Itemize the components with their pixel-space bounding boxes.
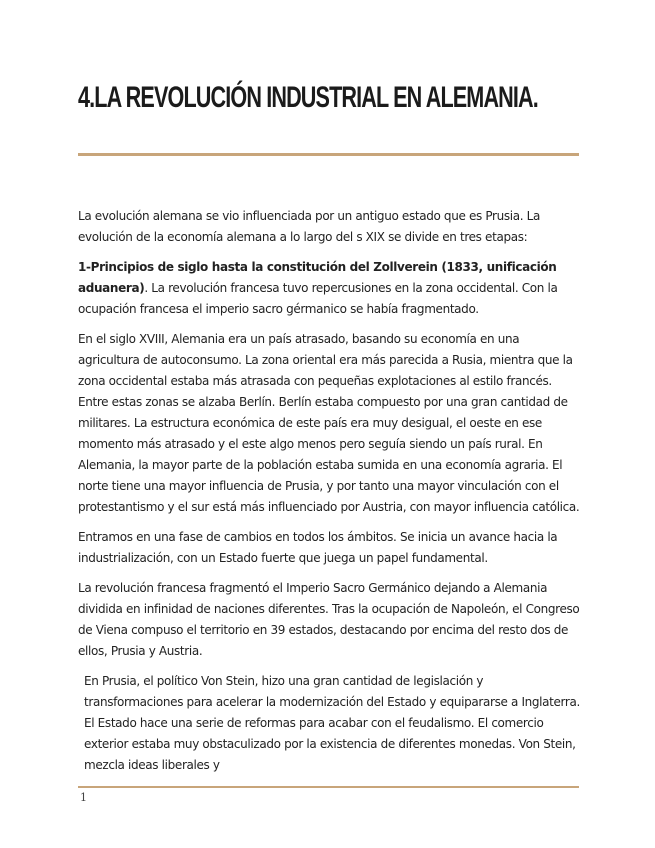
- stage-1-heading: 1-Principios de siglo hasta la constitución del Zollverein (1833, unificación aduanera): [78, 260, 557, 295]
- paragraph-changes: Entramos en una fase de cambios en todos los ámbitos. Se inicia un avance hacia la industrialización, con un Estado fuerte que juega un papel fundamental.: [78, 530, 558, 565]
- title-divider: [78, 153, 579, 156]
- paragraph-stage-1: [78, 257, 582, 320]
- page-title: 4.LA REVOLUCIÓN INDUSTRIAL EN ALEMANIA.: [78, 81, 538, 114]
- footer-divider: [78, 786, 579, 788]
- paragraph-18th-century: En el siglo XVIII, Alemania era un país atrasado, basando su economía en una agricultura de autoconsumo. La zona oriental era más parecida a Rusia, mientra que la zona occidental estaba más atrasada con pequeñas explotaciones al estilo francés. Entre estas zonas se alzaba Berlín. Berlín estaba compuesto por una gran cantidad de militares. La estructura económica de este país era muy desigual, el oeste en ese momento más atrasado y el este algo menos pero seguía siendo un país rural. En Alemania, la mayor parte de la población estaba sumida en una economía agraria. El norte tiene una mayor influencia de Prusia, y por tanto una mayor vinculación con el protestantismo y el sur está más influenciado por Austria, con mayor influencia católica.: [78, 332, 580, 514]
- paragraph-prussia: En Prusia, el político Von Stein, hizo una gran cantidad de legislación y transformaciones para acelerar la modernización del Estado y equipararse a Inglaterra. El Estado hace una serie de reformas para acabar con el feudalismo. El comercio exterior estaba muy obstaculizado por la existencia de diferentes monedas. Von Stein, mezcla ideas liberales y: [84, 674, 580, 772]
- paragraph-french-revolution: La revolución francesa fragmentó el Imperio Sacro Germánico dejando a Alemania dividida en infinidad de naciones diferentes. Tras la ocupación de Napoleón, el Congreso de Viena compuso el territorio en 39 estados, destacando por encima del resto dos de ellos, Prusia y Austria.: [78, 581, 580, 658]
- page-number: 1: [80, 791, 87, 804]
- stage-1-text: . La revolución francesa tuvo repercusiones en la zona occidental. Con la ocupación francesa el imperio sacro gérmanico se había fragmentado.: [78, 281, 558, 316]
- paragraph-intro: La evolución alemana se vio influenciada por un antiguo estado que es Prusia. La evolución de la economía alemana a lo largo del s XIX se divide en tres etapas:: [78, 209, 541, 244]
- body-text: [78, 206, 582, 785]
